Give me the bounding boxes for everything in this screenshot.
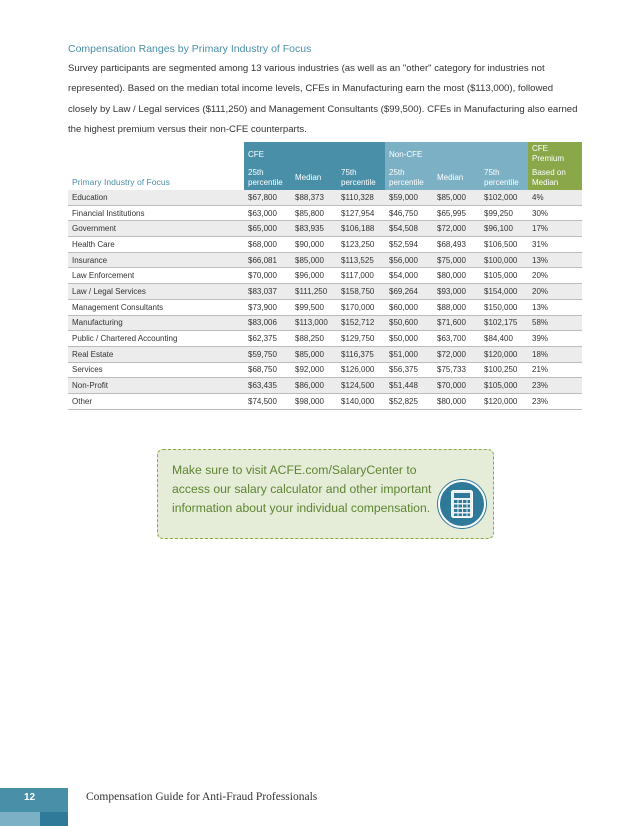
value-cell: $113,525 [337,252,385,268]
value-cell: $84,400 [480,331,528,347]
value-cell: $60,000 [385,299,433,315]
industry-cell: Public / Chartered Accounting [68,331,244,347]
intro-paragraph: Survey participants are segmented among 13 various industries (as well as an "other" category for industries not represented). Based on the median total income levels, CFEs in Manufacturing earn the most ($113,000), followed closely by Law / Legal services ($111,250) and Management Consultants ($99,500). CFEs in Manufacturing also earned the highest premium versus their non-CFE counterparts. [68,63,578,136]
value-cell: $50,600 [385,315,433,331]
table-group-header-row [68,142,582,166]
value-cell: $66,081 [244,252,291,268]
subheader-cfe-25th: 25th percentile [244,166,291,190]
value-cell: $63,435 [244,378,291,394]
value-cell: 21% [528,362,582,378]
value-cell: $88,373 [291,190,337,205]
industry-cell: Insurance [68,252,244,268]
value-cell: $85,000 [291,346,337,362]
value-cell: $99,500 [291,299,337,315]
industry-cell: Education [68,190,244,205]
value-cell: $129,750 [337,331,385,347]
value-cell: $83,037 [244,284,291,300]
value-cell: $68,750 [244,362,291,378]
value-cell: 17% [528,221,582,237]
value-cell: $75,733 [433,362,480,378]
table-row [68,237,582,253]
value-cell: $52,825 [385,393,433,409]
value-cell: $152,712 [337,315,385,331]
industry-cell: Other [68,393,244,409]
calculator-icon [438,480,486,528]
value-cell: $93,000 [433,284,480,300]
table-row [68,205,582,221]
value-cell: $80,000 [433,268,480,284]
subheader-noncfe-25th: 25th percentile [385,166,433,190]
value-cell: $120,000 [480,393,528,409]
value-cell: $96,100 [480,221,528,237]
value-cell: $111,250 [291,284,337,300]
table-row [68,331,582,347]
value-cell: $68,000 [244,237,291,253]
value-cell: $83,935 [291,221,337,237]
value-cell: $106,188 [337,221,385,237]
industry-cell: Law / Legal Services [68,284,244,300]
value-cell: $75,000 [433,252,480,268]
section-title: Compensation Ranges by Primary Industry of Focus [68,43,312,55]
table-row [68,190,582,205]
subheader-noncfe-median: Median [433,166,480,190]
industry-cell: Non-Profit [68,378,244,394]
value-cell: $46,750 [385,205,433,221]
value-cell: $85,000 [291,252,337,268]
value-cell: $99,250 [480,205,528,221]
value-cell: $127,954 [337,205,385,221]
value-cell: $88,000 [433,299,480,315]
table-row [68,299,582,315]
value-cell: $72,000 [433,346,480,362]
value-cell: $120,000 [480,346,528,362]
value-cell: $150,000 [480,299,528,315]
page-number: 12 [24,792,36,803]
value-cell: $116,375 [337,346,385,362]
value-cell: 30% [528,205,582,221]
value-cell: $65,995 [433,205,480,221]
compensation-table [68,142,582,410]
value-cell: 31% [528,237,582,253]
industry-cell: Financial Institutions [68,205,244,221]
table-row [68,378,582,394]
value-cell: $102,000 [480,190,528,205]
value-cell: $73,900 [244,299,291,315]
premium-group-header: CFE Premium [528,142,582,166]
value-cell: 20% [528,284,582,300]
subheader-cfe-75th: 75th percentile [337,166,385,190]
value-cell: $68,493 [433,237,480,253]
industry-cell: Law Enforcement [68,268,244,284]
value-cell: $62,375 [244,331,291,347]
value-cell: $70,000 [433,378,480,394]
industry-cell: Government [68,221,244,237]
industry-cell: Real Estate [68,346,244,362]
value-cell: 13% [528,252,582,268]
value-cell: $113,000 [291,315,337,331]
value-cell: $100,250 [480,362,528,378]
value-cell: $72,000 [433,221,480,237]
noncfe-group-header: Non-CFE [385,142,528,166]
value-cell: $102,175 [480,315,528,331]
value-cell: $70,000 [244,268,291,284]
value-cell: $96,000 [291,268,337,284]
value-cell: 4% [528,190,582,205]
value-cell: $100,000 [480,252,528,268]
value-cell: $90,000 [291,237,337,253]
value-cell: $123,250 [337,237,385,253]
industry-cell: Health Care [68,237,244,253]
value-cell: $106,500 [480,237,528,253]
value-cell: $69,264 [385,284,433,300]
value-cell: 23% [528,393,582,409]
value-cell: 18% [528,346,582,362]
value-cell: $105,000 [480,268,528,284]
industry-column-header: Primary Industry of Focus [72,177,170,187]
value-cell: $85,000 [433,190,480,205]
industry-cell: Manufacturing [68,315,244,331]
value-cell: $51,448 [385,378,433,394]
value-cell: $74,500 [244,393,291,409]
industry-cell: Management Consultants [68,299,244,315]
value-cell: $110,328 [337,190,385,205]
value-cell: $59,750 [244,346,291,362]
industry-cell: Services [68,362,244,378]
subheader-cfe-median: Median [291,166,337,190]
salary-center-callout [157,449,494,539]
value-cell: $140,000 [337,393,385,409]
value-cell: $54,508 [385,221,433,237]
table-row [68,268,582,284]
value-cell: $52,594 [385,237,433,253]
footer-title: Compensation Guide for Anti-Fraud Professionals [86,791,318,803]
value-cell: $51,000 [385,346,433,362]
value-cell: $59,000 [385,190,433,205]
value-cell: $63,000 [244,205,291,221]
value-cell: $124,500 [337,378,385,394]
value-cell: $67,800 [244,190,291,205]
value-cell: $50,000 [385,331,433,347]
value-cell: $86,000 [291,378,337,394]
callout-text: Make sure to visit ACFE.com/SalaryCenter to access our salary calculator and other important information about your individual compensation. [172,463,432,515]
value-cell: 58% [528,315,582,331]
subheader-noncfe-75th: 75th percentile [480,166,528,190]
value-cell: 20% [528,268,582,284]
value-cell: $98,000 [291,393,337,409]
value-cell: $85,800 [291,205,337,221]
table-row [68,252,582,268]
value-cell: $126,000 [337,362,385,378]
value-cell: $80,000 [433,393,480,409]
value-cell: $56,000 [385,252,433,268]
value-cell: 13% [528,299,582,315]
value-cell: $71,600 [433,315,480,331]
cfe-group-header: CFE [244,142,385,166]
value-cell: $170,000 [337,299,385,315]
value-cell: $83,006 [244,315,291,331]
table-row [68,393,582,409]
value-cell: $92,000 [291,362,337,378]
value-cell: $117,000 [337,268,385,284]
value-cell: $54,000 [385,268,433,284]
value-cell: $63,700 [433,331,480,347]
table-row [68,284,582,300]
value-cell: $154,000 [480,284,528,300]
value-cell: 39% [528,331,582,347]
value-cell: $88,250 [291,331,337,347]
table-row [68,346,582,362]
table-row [68,362,582,378]
value-cell: $158,750 [337,284,385,300]
value-cell: $65,000 [244,221,291,237]
table-row [68,221,582,237]
value-cell: 23% [528,378,582,394]
subheader-premium: Based on Median [528,166,582,190]
table-row [68,315,582,331]
value-cell: $56,375 [385,362,433,378]
value-cell: $105,000 [480,378,528,394]
